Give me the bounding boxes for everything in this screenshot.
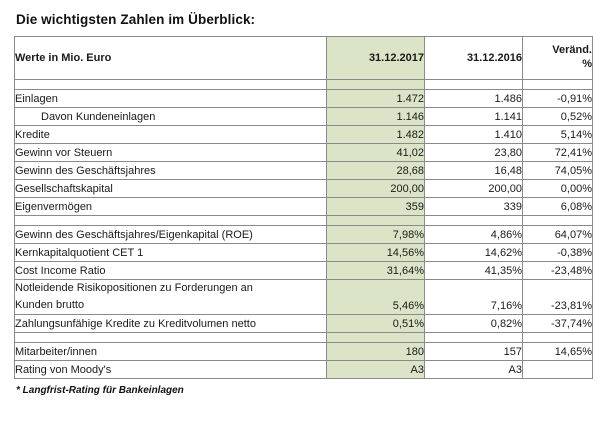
table-spacer-cell — [523, 80, 593, 90]
row-value-current: 180 — [327, 343, 425, 361]
row-value-previous: 4,86% — [425, 226, 523, 244]
column-header-label: Werte in Mio. Euro — [15, 37, 327, 80]
row-value-current: 14,56% — [327, 244, 425, 262]
row-label-continued: Kunden brutto — [15, 297, 327, 315]
column-header-change — [523, 37, 593, 80]
table-row — [15, 315, 593, 333]
row-value-current: 359 — [327, 198, 425, 216]
footnote: * Langfrist-Rating für Bankeinlagen — [16, 385, 184, 396]
table-row — [15, 198, 593, 216]
table-row — [15, 90, 593, 108]
table-header-row — [15, 37, 593, 80]
table-spacer-row — [15, 333, 593, 343]
row-value-current: 0,51% — [327, 315, 425, 333]
table-row — [15, 226, 593, 244]
key-figures-table — [14, 36, 593, 379]
row-value-change: 72,41% — [523, 144, 593, 162]
row-value-current: 5,46% — [327, 297, 425, 315]
table-row — [15, 262, 593, 280]
row-value-current: 1.482 — [327, 126, 425, 144]
row-label: Gesellschaftskapital — [15, 180, 327, 198]
row-value-change: 0,52% — [523, 108, 593, 126]
table-row — [15, 162, 593, 180]
row-value-previous: 41,35% — [425, 262, 523, 280]
row-label: Notleidende Risikopositionen zu Forderungen an — [15, 280, 327, 298]
row-value-change: 64,07% — [523, 226, 593, 244]
table-spacer-cell — [15, 216, 327, 226]
table-spacer-cell — [15, 80, 327, 90]
table-row — [15, 126, 593, 144]
row-value-previous: 339 — [425, 198, 523, 216]
table-spacer-cell — [327, 333, 425, 343]
row-value-previous: 7,16% — [425, 297, 523, 315]
row-value-previous: 0,82% — [425, 315, 523, 333]
table-header — [15, 37, 593, 80]
row-value-current: 1.472 — [327, 90, 425, 108]
table-row — [15, 297, 593, 315]
row-value-current: 7,98% — [327, 226, 425, 244]
row-label: Kredite — [15, 126, 327, 144]
table-spacer-cell — [425, 80, 523, 90]
row-value-change: 6,08% — [523, 198, 593, 216]
row-value-previous: 1.141 — [425, 108, 523, 126]
table-spacer-cell — [15, 333, 327, 343]
column-header-current: 31.12.2017 — [327, 37, 425, 80]
table-spacer-cell — [425, 216, 523, 226]
row-label: Einlagen — [15, 90, 327, 108]
column-header-change-line2: % — [582, 58, 592, 70]
row-value-change: -23,48% — [523, 262, 593, 280]
row-value-change: -23,81% — [523, 297, 593, 315]
row-value-previous: 1.486 — [425, 90, 523, 108]
table-row — [15, 361, 593, 379]
row-value-current: 41,02 — [327, 144, 425, 162]
row-value-change: 5,14% — [523, 126, 593, 144]
row-label: Cost Income Ratio — [15, 262, 327, 280]
row-value-change: -0,38% — [523, 244, 593, 262]
row-value-change: 0,00% — [523, 180, 593, 198]
table-spacer-row — [15, 216, 593, 226]
row-value-previous — [425, 280, 523, 298]
row-value-previous: 14,62% — [425, 244, 523, 262]
table-row — [15, 180, 593, 198]
row-label: Davon Kundeneinlagen — [15, 108, 327, 126]
row-value-change: 74,05% — [523, 162, 593, 180]
row-value-change — [523, 280, 593, 298]
row-value-change: -0,91% — [523, 90, 593, 108]
column-header-change-line1: Veränd. — [552, 44, 592, 57]
row-label: Gewinn des Geschäftsjahres/Eigenkapital (ROE) — [15, 226, 327, 244]
row-value-current: 200,00 — [327, 180, 425, 198]
table-spacer-cell — [523, 216, 593, 226]
table-row — [15, 280, 593, 298]
row-value-previous: 200,00 — [425, 180, 523, 198]
table-spacer-cell — [327, 80, 425, 90]
row-label: Rating von Moody's — [15, 361, 327, 379]
column-header-previous: 31.12.2016 — [425, 37, 523, 80]
table-spacer-cell — [425, 333, 523, 343]
row-value-current: 31,64% — [327, 262, 425, 280]
row-value-previous: 23,80 — [425, 144, 523, 162]
row-value-previous: 157 — [425, 343, 523, 361]
table-spacer-row — [15, 80, 593, 90]
row-value-previous: 1.410 — [425, 126, 523, 144]
row-label: Gewinn des Geschäftsjahres — [15, 162, 327, 180]
table-spacer-cell — [523, 333, 593, 343]
row-value-previous: 16,48 — [425, 162, 523, 180]
table-spacer-cell — [327, 216, 425, 226]
table-body — [15, 80, 593, 379]
row-value-previous: A3 — [425, 361, 523, 379]
row-value-change — [523, 361, 593, 379]
row-label: Zahlungsunfähige Kredite zu Kreditvolumen netto — [15, 315, 327, 333]
row-label: Eigenvermögen — [15, 198, 327, 216]
row-label: Kernkapitalquotient CET 1 — [15, 244, 327, 262]
table-row — [15, 108, 593, 126]
row-value-current: A3 — [327, 361, 425, 379]
row-label: Mitarbeiter/innen — [15, 343, 327, 361]
row-value-change: 14,65% — [523, 343, 593, 361]
row-value-current — [327, 280, 425, 298]
table-row — [15, 244, 593, 262]
row-label: Gewinn vor Steuern — [15, 144, 327, 162]
table-row — [15, 144, 593, 162]
page-title: Die wichtigsten Zahlen im Überblick: — [16, 12, 256, 27]
row-value-current: 1.146 — [327, 108, 425, 126]
table-row — [15, 343, 593, 361]
row-value-change: -37,74% — [523, 315, 593, 333]
row-value-current: 28,68 — [327, 162, 425, 180]
